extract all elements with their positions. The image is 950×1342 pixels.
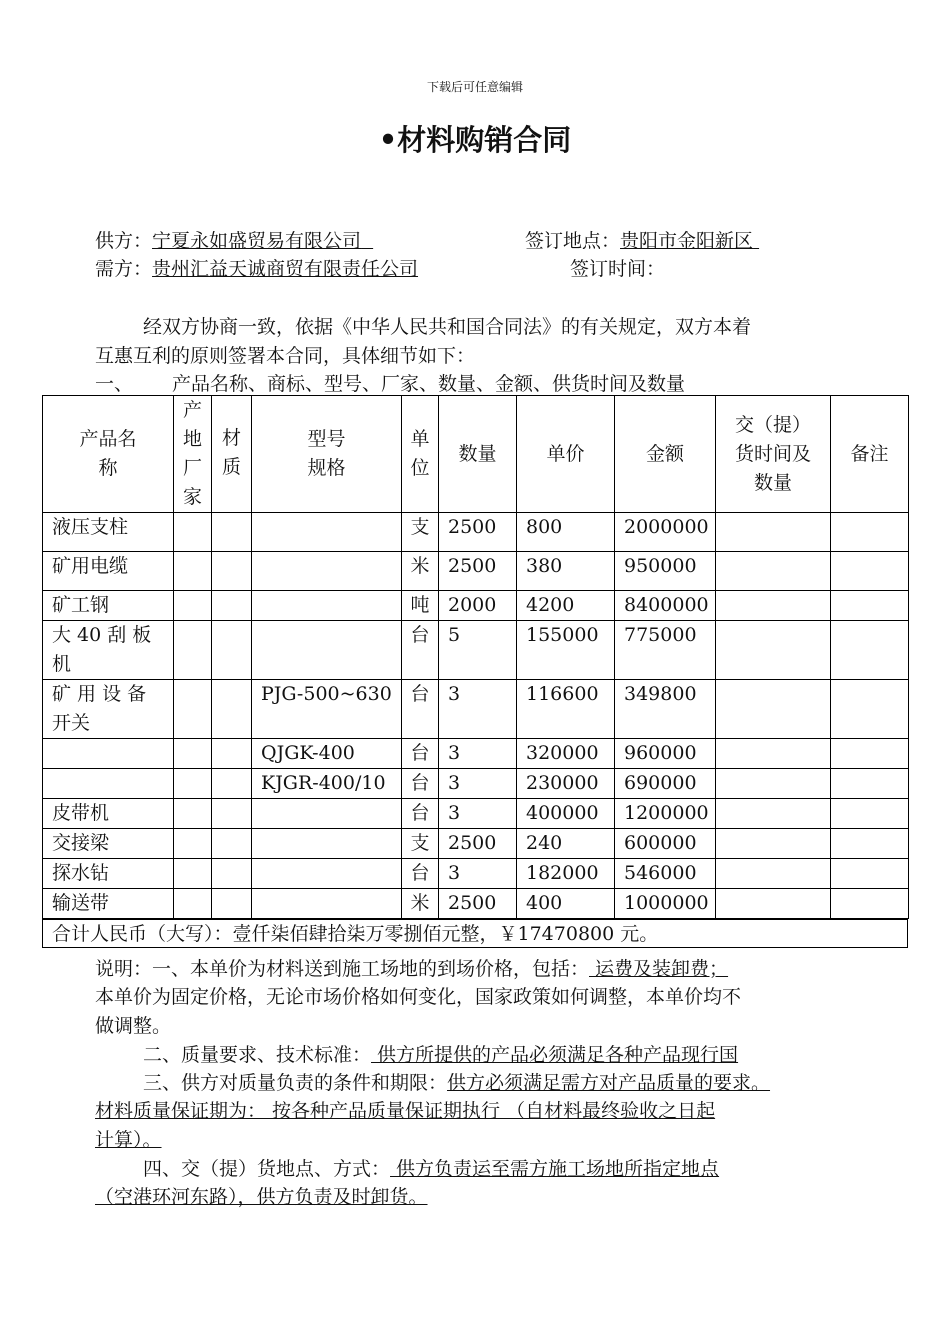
place-line: [525, 226, 759, 253]
note-2-prefix: 二、质量要求、技术标准：: [143, 1044, 372, 1066]
cell-origin: [174, 799, 212, 829]
cell-amount: 775000: [615, 621, 716, 680]
cell-remark: [831, 739, 909, 769]
table-row: [43, 680, 909, 739]
cell-name: 输送带: [43, 889, 174, 919]
header-name: 产品名称: [43, 396, 174, 513]
supplier-line: [95, 226, 373, 253]
cell-unit: 台: [402, 859, 439, 889]
cell-unit: 米: [402, 889, 439, 919]
cell-amount: 2000000: [615, 513, 716, 552]
cell-unit: 支: [402, 829, 439, 859]
cell-origin: [174, 591, 212, 621]
cell-qty: 5: [439, 621, 517, 680]
cell-delivery: [716, 739, 831, 769]
cell-remark: [831, 513, 909, 552]
cell-material: [212, 829, 252, 859]
note-4-fill: 供方负责运至需方施工场地所指定地点: [390, 1158, 720, 1180]
table-row: [43, 889, 909, 919]
cell-price: 240: [517, 829, 615, 859]
place-label: 签订地点：: [525, 230, 621, 252]
cell-price: 320000: [517, 739, 615, 769]
cell-origin: [174, 769, 212, 799]
cell-material: [212, 739, 252, 769]
cell-material: [212, 621, 252, 680]
cell-unit: 台: [402, 769, 439, 799]
page-title: •材料购销合同: [378, 123, 572, 157]
cell-qty: 2000: [439, 591, 517, 621]
cell-name: 矿 用 设 备开关: [43, 680, 174, 739]
cell-delivery: [716, 591, 831, 621]
cell-name: 矿工钢: [43, 591, 174, 621]
cell-price: 800: [517, 513, 615, 552]
note-3-prefix: 三、供方对质量负责的条件和期限：: [143, 1072, 448, 1094]
cell-model: [252, 799, 402, 829]
cell-material: [212, 889, 252, 919]
cell-price: 182000: [517, 859, 615, 889]
note-1-prefix: 说明：一、本单价为材料送到施工场地的到场价格，包括：: [95, 958, 590, 980]
cell-model: PJG-500~630: [252, 680, 402, 739]
supplier-name: 宁夏永如盛贸易有限公司: [152, 230, 362, 252]
table-row: [43, 513, 909, 552]
section-1-number: 一、: [95, 373, 134, 395]
note-1: [95, 954, 728, 981]
cell-origin: [174, 552, 212, 591]
cell-remark: [831, 621, 909, 680]
header-material: 材质: [212, 396, 252, 513]
cell-amount: 950000: [615, 552, 716, 591]
table-row: [43, 591, 909, 621]
cell-remark: [831, 829, 909, 859]
cell-remark: [831, 552, 909, 591]
cell-name: 大 40 刮 板机: [43, 621, 174, 680]
cell-remark: [831, 769, 909, 799]
cell-name: 交接梁: [43, 829, 174, 859]
note-1-fill: 运费及装卸费；: [589, 958, 729, 980]
time-label: 签订时间：: [570, 258, 666, 280]
cell-origin: [174, 680, 212, 739]
cell-material: [212, 769, 252, 799]
section-1-heading: 产品名称、商标、型号、厂家、数量、金额、供货时间及数量: [172, 373, 686, 395]
cell-price: 155000: [517, 621, 615, 680]
cell-name: 探水钻: [43, 859, 174, 889]
cell-delivery: [716, 552, 831, 591]
cell-model: KJGR-400/10: [252, 769, 402, 799]
cell-delivery: [716, 859, 831, 889]
cell-remark: [831, 591, 909, 621]
cell-amount: 546000: [615, 859, 716, 889]
table-row: [43, 552, 909, 591]
cell-unit: 台: [402, 621, 439, 680]
cell-model: [252, 621, 402, 680]
table-row: [43, 859, 909, 889]
cell-origin: [174, 889, 212, 919]
cell-name: 皮带机: [43, 799, 174, 829]
cell-material: [212, 680, 252, 739]
cell-remark: [831, 799, 909, 829]
table-row: [43, 739, 909, 769]
cell-name: 液压支柱: [43, 513, 174, 552]
cell-amount: 1000000: [615, 889, 716, 919]
cell-model: [252, 513, 402, 552]
place-value: 贵阳市金阳新区: [620, 230, 754, 252]
header-model: 型号规格: [252, 396, 402, 513]
cell-delivery: [716, 621, 831, 680]
cell-origin: [174, 513, 212, 552]
cell-unit: 吨: [402, 591, 439, 621]
header-note: 下载后可任意编辑: [426, 80, 523, 94]
cell-remark: [831, 859, 909, 889]
note-2: [143, 1040, 738, 1067]
product-table: [42, 395, 909, 919]
cell-delivery: [716, 513, 831, 552]
cell-price: 116600: [517, 680, 615, 739]
cell-price: 230000: [517, 769, 615, 799]
note-1-line-2: 本单价为固定价格，无论市场价格如何变化，国家政策如何调整，本单价均不: [95, 986, 742, 1008]
cell-delivery: [716, 769, 831, 799]
cell-qty: 2500: [439, 889, 517, 919]
buyer-name: 贵州汇益天诚商贸有限责任公司: [152, 258, 419, 280]
cell-amount: 690000: [615, 769, 716, 799]
supplier-label: 供方：: [95, 230, 153, 252]
cell-unit: 台: [402, 799, 439, 829]
table-row: [43, 799, 909, 829]
cell-amount: 8400000: [615, 591, 716, 621]
cell-unit: 米: [402, 552, 439, 591]
table-row: [43, 769, 909, 799]
cell-qty: 2500: [439, 552, 517, 591]
note-3-line-3: 计算）。: [95, 1129, 162, 1151]
cell-unit: 台: [402, 739, 439, 769]
cell-model: [252, 552, 402, 591]
note-4-prefix: 四、交（提）货地点、方式：: [143, 1158, 391, 1180]
cell-model: [252, 591, 402, 621]
table-row: [43, 829, 909, 859]
cell-unit: 台: [402, 680, 439, 739]
cell-origin: [174, 859, 212, 889]
cell-delivery: [716, 799, 831, 829]
intro-line-2: 互惠互利的原则签署本合同，具体细节如下：: [95, 345, 476, 367]
cell-model: [252, 889, 402, 919]
cell-model: [252, 859, 402, 889]
cell-unit: 支: [402, 513, 439, 552]
note-3-line-2: 材料质量保证期为： 按各种产品质量保证期执行 （自材料最终验收之日起: [95, 1100, 716, 1122]
cell-material: [212, 859, 252, 889]
cell-origin: [174, 829, 212, 859]
cell-material: [212, 799, 252, 829]
cell-qty: 3: [439, 769, 517, 799]
table-row: [43, 621, 909, 680]
cell-price: 400000: [517, 799, 615, 829]
cell-price: 4200: [517, 591, 615, 621]
cell-material: [212, 513, 252, 552]
cell-model: QJGK-400: [252, 739, 402, 769]
cell-qty: 3: [439, 859, 517, 889]
cell-name: [43, 739, 174, 769]
cell-amount: 349800: [615, 680, 716, 739]
cell-material: [212, 552, 252, 591]
cell-material: [212, 591, 252, 621]
cell-price: 400: [517, 889, 615, 919]
note-2-fill: 供方所提供的产品必须满足各种产品现行国: [371, 1044, 739, 1066]
total-row: 合计人民币（大写）：壹仟柒佰肆拾柒万零捌佰元整，￥17470800 元。: [42, 919, 908, 948]
cell-price: 380: [517, 552, 615, 591]
cell-delivery: [716, 889, 831, 919]
cell-amount: 960000: [615, 739, 716, 769]
cell-origin: [174, 739, 212, 769]
cell-name: 矿用电缆: [43, 552, 174, 591]
note-3-fill: 供方必须满足需方对产品质量的要求。: [447, 1072, 771, 1094]
cell-remark: [831, 889, 909, 919]
note-3: [143, 1068, 770, 1095]
cell-remark: [831, 680, 909, 739]
header-origin: 产地厂家: [174, 396, 212, 513]
header-qty: 数量: [439, 396, 517, 513]
cell-qty: 3: [439, 739, 517, 769]
cell-qty: 3: [439, 680, 517, 739]
cell-delivery: [716, 680, 831, 739]
header-remark: 备注: [831, 396, 909, 513]
cell-amount: 1200000: [615, 799, 716, 829]
cell-name: [43, 769, 174, 799]
cell-amount: 600000: [615, 829, 716, 859]
header-amount: 金额: [615, 396, 716, 513]
buyer-line: [95, 254, 418, 281]
table-header-row: [43, 396, 909, 513]
note-1-line-3: 做调整。: [95, 1015, 172, 1037]
note-4: [143, 1154, 719, 1181]
header-unit: 单位: [402, 396, 439, 513]
buyer-label: 需方：: [95, 258, 153, 280]
cell-origin: [174, 621, 212, 680]
cell-delivery: [716, 829, 831, 859]
cell-qty: 3: [439, 799, 517, 829]
cell-qty: 2500: [439, 513, 517, 552]
cell-model: [252, 829, 402, 859]
header-delivery: 交（提）货时间及数量: [716, 396, 831, 513]
cell-qty: 2500: [439, 829, 517, 859]
header-price: 单价: [517, 396, 615, 513]
note-4-line-2: （空港环河东路），供方负责及时卸货。: [95, 1186, 428, 1208]
intro-line-1: 经双方协商一致，依据《中华人民共和国合同法》的有关规定，双方本着: [143, 316, 752, 338]
